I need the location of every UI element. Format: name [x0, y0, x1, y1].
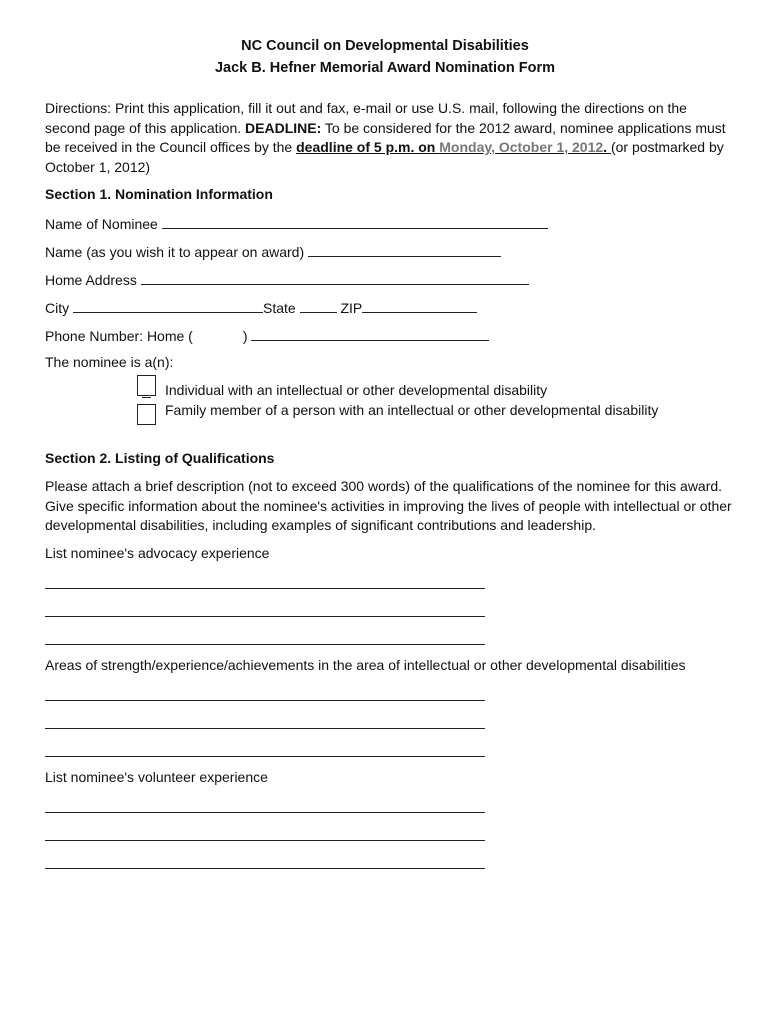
volunteer-label: List nominee's volunteer experience [45, 769, 268, 785]
volunteer-answer-line[interactable] [45, 840, 485, 841]
phone-row [45, 326, 489, 344]
strengths-answer-line[interactable] [45, 756, 485, 757]
section1-heading: Section 1. Nomination Information [45, 186, 273, 202]
award-name-field[interactable] [308, 242, 501, 257]
nominee-name-row [45, 214, 548, 232]
volunteer-answer-line[interactable] [45, 868, 485, 869]
individual-checkbox[interactable] [137, 375, 156, 396]
nominee-type-label: The nominee is a(n): [45, 354, 174, 370]
nominee-name-label: Name of Nominee [45, 216, 162, 232]
state-label: State [263, 300, 300, 316]
individual-option-label: Individual with an intellectual or other developmental disability [165, 382, 548, 398]
home-address-row [45, 270, 529, 288]
advocacy-label: List nominee's advocacy experience [45, 545, 270, 561]
qualifications-instructions: Please attach a brief description (not to exceed 300 words) of the qualifications of the nominee for this award. Give specific information about the nominee's activities in improving the lives of people with intellectual or other developmental disabilities, including examples of significant contributions and leadership. [45, 478, 732, 533]
zip-label: ZIP [336, 300, 363, 316]
phone-field[interactable] [251, 326, 489, 341]
zip-field[interactable] [362, 298, 477, 313]
advocacy-answer-line[interactable] [45, 616, 485, 617]
directions-text-3: (or postmarked by October 1, 2012) [45, 139, 724, 175]
deadline-label: DEADLINE: [245, 119, 322, 136]
deadline-time: deadline of 5 p.m. on [296, 139, 440, 155]
volunteer-answer-line[interactable] [45, 812, 485, 813]
award-name-label: Name (as you wish it to appear on award) [45, 244, 309, 260]
deadline-date: Monday, October 1, 2012 [439, 139, 604, 155]
city-state-zip-row [45, 298, 477, 316]
city-field[interactable] [73, 298, 263, 313]
phone-close-paren: ) [242, 328, 252, 344]
family-member-option-label: Family member of a person with an intellectual or other developmental disability [165, 402, 659, 418]
advocacy-answer-line[interactable] [45, 644, 485, 645]
home-address-field[interactable] [141, 270, 529, 285]
city-label: City [45, 300, 73, 316]
award-name-row [45, 242, 501, 260]
strengths-answer-line[interactable] [45, 728, 485, 729]
home-address-label: Home Address [45, 272, 141, 288]
directions-text-2: To be considered for the 2012 award, nominee applications must be received in the Council offices by the [45, 119, 726, 155]
strengths-label: Areas of strength/experience/achievements in the area of intellectual or other developmental disabilities [45, 657, 686, 673]
strengths-answer-line[interactable] [45, 700, 485, 701]
state-field[interactable] [300, 298, 337, 313]
directions-text-1: Directions: Print this application, fill it out and fax, e-mail or use U.S. mail, following the directions on the second page of this application. [45, 100, 687, 136]
family-member-checkbox[interactable] [137, 404, 156, 425]
area-code-field[interactable] [193, 327, 243, 341]
deadline-period: . [603, 139, 611, 155]
deadline-emphasis [296, 139, 611, 155]
advocacy-answer-line[interactable] [45, 588, 485, 589]
directions-paragraph [45, 99, 735, 177]
section2-heading: Section 2. Listing of Qualifications [45, 450, 275, 466]
form-title-line2: Jack B. Hefner Memorial Award Nomination Form [214, 60, 556, 76]
checkbox-underscore [142, 397, 151, 398]
nominee-name-field[interactable] [162, 214, 548, 229]
phone-label: Phone Number: Home ( [45, 328, 193, 344]
form-title-line1: NC Council on Developmental Disabilities [241, 38, 529, 54]
